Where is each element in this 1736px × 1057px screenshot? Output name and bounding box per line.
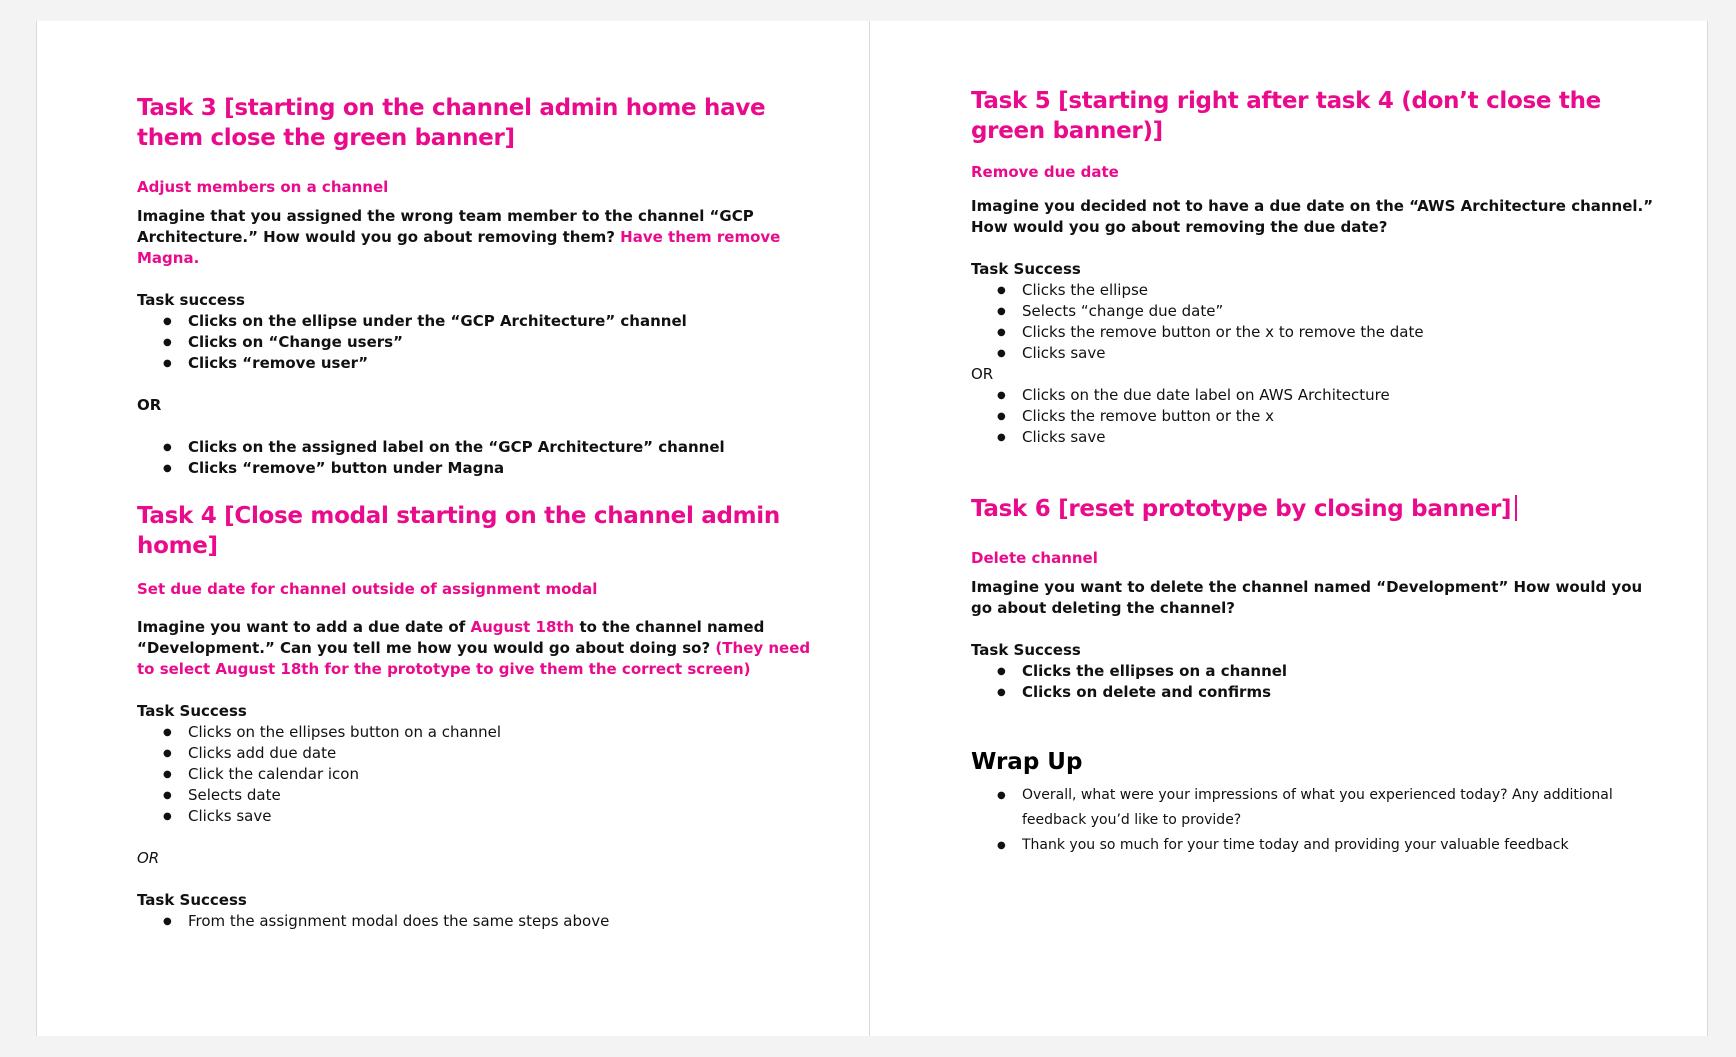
page-right-content: [971, 63, 1667, 858]
task4-prompt: [137, 617, 829, 680]
list-item: ● Click the calendar icon: [163, 764, 829, 785]
list-item: ● Clicks save: [163, 806, 829, 827]
task5-title: Task 5 [starting right after task 4 (don’t close the green banner)]: [971, 88, 1601, 144]
task6-subhead: Delete channel: [971, 549, 1098, 567]
list-item: ● Clicks on the assigned label on the “GCP Architecture” channel: [163, 437, 829, 458]
task4-success-label-2: Task Success: [137, 891, 247, 909]
task4-prompt-note: (They need to select August 18th for the prototype to give them the correct screen): [137, 639, 811, 678]
task4-success-label: Task Success: [137, 702, 247, 720]
list-item: ● Selects “change due date”: [997, 301, 1667, 322]
task5-steps-b: [971, 385, 1667, 448]
task6-success-label: Task Success: [971, 641, 1081, 659]
task5-success-label: Task Success: [971, 260, 1081, 278]
list-item: ● Overall, what were your impressions of what you experienced today? Any additional feedback you’d like to provide?: [997, 783, 1667, 833]
task5-steps-a: [971, 280, 1667, 364]
task4-title: Task 4 [Close modal starting on the channel admin home]: [137, 503, 780, 559]
task3-steps-a: [137, 311, 829, 374]
wrapup-title: Wrap Up: [971, 749, 1083, 775]
task3-title: Task 3 [starting on the channel admin home have them close the green banner]: [137, 95, 766, 151]
task4-prompt-text-2: to the channel named “Development.” Can you tell me how you would go about doing so?: [137, 618, 765, 657]
wrapup-list: [971, 783, 1667, 858]
list-item: ● Clicks the remove button or the x to remove the date: [997, 322, 1667, 343]
list-item: ● Clicks save: [997, 343, 1667, 364]
task3-prompt-note: Have them remove Magna.: [137, 228, 781, 267]
task5-or: OR: [971, 365, 994, 383]
list-item: ● Clicks the ellipse: [997, 280, 1667, 301]
list-item: ● Clicks save: [997, 427, 1667, 448]
task6-prompt: Imagine you want to delete the channel named “Development” How would you go about deleting the channel?: [971, 578, 1643, 617]
list-item: ● Clicks the ellipses on a channel: [997, 661, 1667, 682]
task6-title: [971, 494, 1667, 524]
task3-or: OR: [137, 396, 162, 414]
document-page-right: [869, 21, 1708, 1036]
task3-success-label: Task success: [137, 291, 245, 309]
list-item: ● Selects date: [163, 785, 829, 806]
list-item: ● Clicks add due date: [163, 743, 829, 764]
list-item: ● Clicks on “Change users”: [163, 332, 829, 353]
list-item: ● Clicks on the ellipse under the “GCP Architecture” channel: [163, 311, 829, 332]
task4-subhead: Set due date for channel outside of assignment modal: [137, 580, 598, 598]
list-item: ● Clicks the remove button or the x: [997, 406, 1667, 427]
task6-title-text: Task 6 [reset prototype by closing banner]: [971, 496, 1512, 522]
task4-steps-b: [137, 911, 829, 932]
task4-prompt-text-1: Imagine you want to add a due date of: [137, 618, 471, 636]
task3-prompt: [137, 206, 829, 269]
task4-prompt-date: August 18th: [470, 618, 575, 636]
task5-prompt: Imagine you decided not to have a due date on the “AWS Architecture channel.” How would you go about removing the due date?: [971, 197, 1654, 236]
task6-steps: [971, 661, 1667, 703]
list-item: ● Clicks “remove user”: [163, 353, 829, 374]
task4-or: OR: [137, 849, 160, 867]
task4-steps-a: [137, 722, 829, 827]
text-cursor: [1515, 495, 1517, 521]
list-item: ● Clicks on delete and confirms: [997, 682, 1667, 703]
page-left-content: [137, 69, 829, 932]
task3-prompt-text: Imagine that you assigned the wrong team member to the channel “GCP Architecture.” How would you go about removing them?: [137, 207, 754, 246]
document-page-left: [36, 21, 870, 1036]
list-item: ● Clicks on the due date label on AWS Architecture: [997, 385, 1667, 406]
list-item: ● Clicks on the ellipses button on a channel: [163, 722, 829, 743]
list-item: ● Thank you so much for your time today and providing your valuable feedback: [997, 833, 1667, 858]
list-item: ● Clicks “remove” button under Magna: [163, 458, 829, 479]
task3-steps-b: [137, 437, 829, 479]
task5-subhead: Remove due date: [971, 163, 1119, 181]
task3-subhead: Adjust members on a channel: [137, 178, 389, 196]
list-item: ● From the assignment modal does the same steps above: [163, 911, 829, 932]
